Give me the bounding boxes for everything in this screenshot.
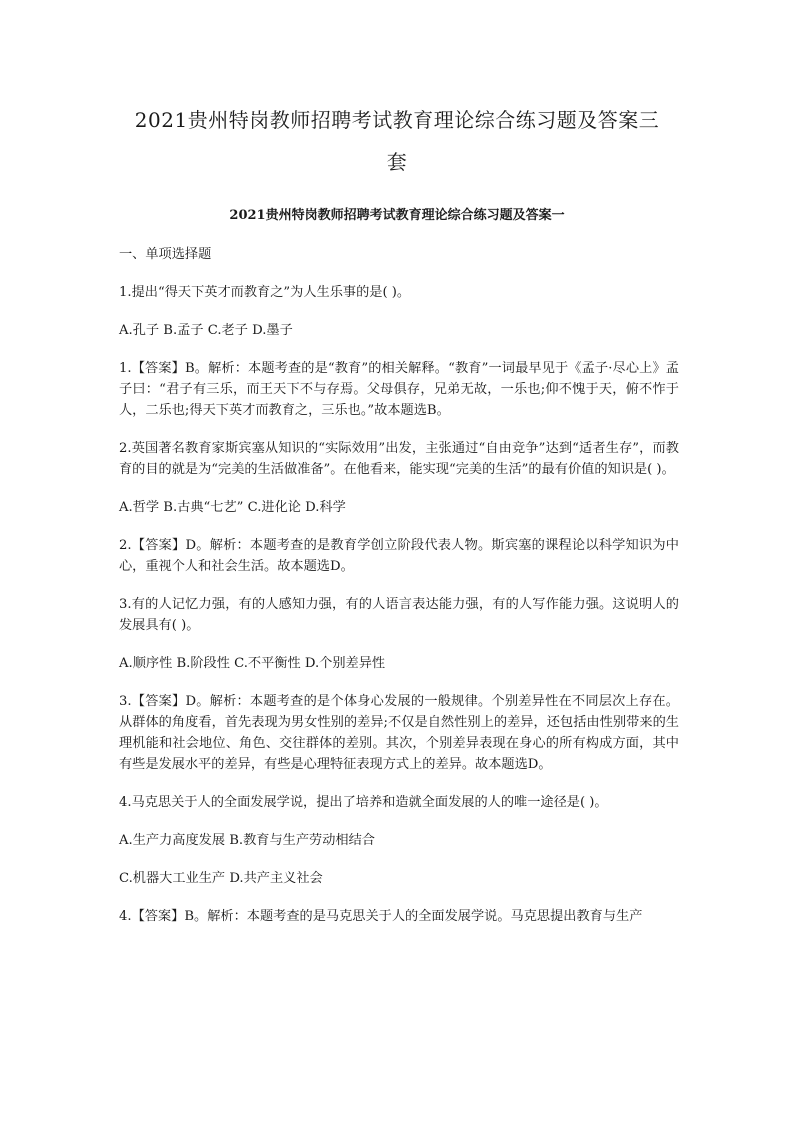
section-heading: 一、单项选择题 (119, 247, 212, 262)
document-subtitle: 2021贵州特岗教师招聘考试教育理论综合练习题及答案一 (229, 208, 565, 223)
answer-explanation: 4.【答案】B。解析：本题考查的是马克思关于人的全面发展学说。马克思提出教育与生产 (119, 909, 643, 924)
question-options: A.顺序性 B.阶段性 C.不平衡性 D.个别差异性 (119, 656, 386, 671)
question-text: 3.有的人记忆力强，有的人感知力强，有的人语言表达能力强，有的人写作能力强。这说明人的发展具有( )。 (119, 597, 679, 633)
document-title-line-1: 2021贵州特岗教师招聘考试教育理论综合练习题及答案三 (134, 108, 660, 132)
answer-explanation: 2.【答案】D。解析：本题考查的是教育学创立阶段代表人物。斯宾塞的课程论以科学知识为中心，重视个人和社会生活。故本题选D。 (119, 538, 679, 574)
question-options: A.生产力高度发展 B.教育与生产劳动相结合 (119, 833, 375, 848)
answer-explanation: 1.【答案】B。解析：本题考查的是“教育”的相关解释。“教育”一词最早见于《孟子·尽心上》孟子曰：“君子有三乐，而王天下不与存焉。父母俱存，兄弟无故，一乐也;仰不愧于天，俯不怍于人，二乐也;得天下英才而教育之，三乐也。”故本题选B。 (119, 361, 679, 418)
question-text: 1.提出“得天下英才而教育之”为人生乐事的是( )。 (119, 285, 411, 300)
document-title-line-2: 套 (386, 150, 408, 174)
question-options: A.孔子 B.孟子 C.老子 D.墨子 (119, 323, 293, 338)
document-body (119, 244, 679, 944)
question-text: 4.马克思关于人的全面发展学说，提出了培养和造就全面发展的人的唯一途径是( )。 (119, 795, 608, 810)
question-options: C.机器大工业生产 D.共产主义社会 (119, 871, 323, 886)
question-text: 2.英国著名教育家斯宾塞从知识的“实际效用”出发，主张通过“自由竞争”达到“适者生存”，而教育的目的就是为“完美的生活做准备”。在他看来，能实现“完美的生活”的最有价值的知识是( )。 (119, 441, 679, 477)
answer-explanation: 3.【答案】D。解析：本题考查的是个体身心发展的一般规律。个别差异性在不同层次上存在。从群体的角度看，首先表现为男女性别的差异;不仅是自然性别上的差异，还包括由性别带来的生理机能和社会地位、角色、交往群体的差别。其次，个别差异表现在身心的所有构成方面，其中有些是发展水平的差异，有些是心理特征表现方式上的差异。故本题选D。 (119, 694, 679, 772)
question-options: A.哲学 B.古典“七艺” C.进化论 D.科学 (119, 500, 346, 515)
